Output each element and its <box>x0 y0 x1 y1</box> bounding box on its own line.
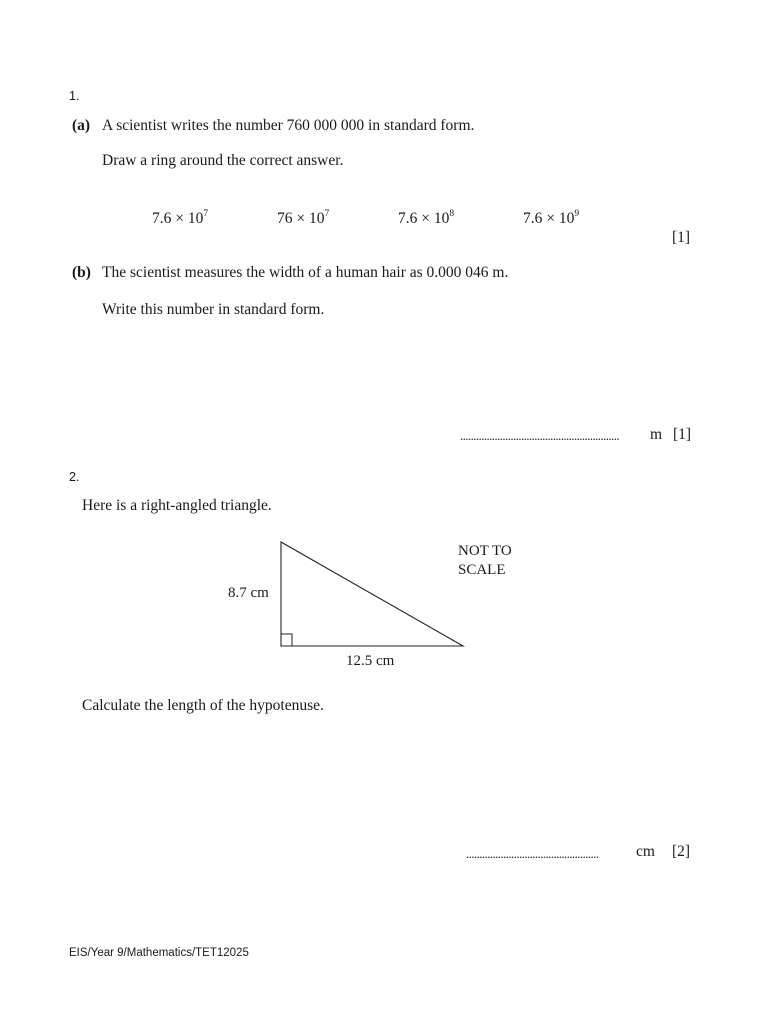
answer-option-1-exponent: 7 <box>203 209 209 219</box>
question-2-unit: cm <box>636 843 655 860</box>
answer-option-1-mantissa: 7.6 × 10 <box>152 210 204 227</box>
vertical-side-label: 8.7 cm <box>228 585 269 601</box>
part-b-marks: [1] <box>673 426 692 443</box>
horizontal-side-label: 12.5 cm <box>346 653 395 669</box>
not-to-scale-line2: SCALE <box>458 562 506 578</box>
not-to-scale-line1: NOT TO <box>458 543 512 559</box>
part-a-text: A scientist writes the number 760 000 000 in standard form. <box>102 117 475 134</box>
part-b-text: The scientist measures the width of a human hair as 0.000 046 m. <box>102 264 509 281</box>
answer-option-2-mantissa: 76 × 10 <box>277 210 325 227</box>
question-2-intro: Here is a right-angled triangle. <box>82 497 272 514</box>
question-2-answer-line[interactable]: .................................................. <box>466 846 599 861</box>
page-footer: EIS/Year 9/Mathematics/TET12025 <box>69 947 249 959</box>
part-b-instruction: Write this number in standard form. <box>102 301 325 318</box>
answer-option-3-exponent: 8 <box>449 209 455 219</box>
right-angle-marker <box>281 634 292 646</box>
part-a-label: (a) <box>72 117 91 134</box>
answer-option-2-exponent: 7 <box>324 209 330 219</box>
answer-option-3-mantissa: 7.6 × 10 <box>398 210 450 227</box>
question-2-instruction: Calculate the length of the hypotenuse. <box>82 697 324 714</box>
part-b-unit: m <box>650 426 663 443</box>
part-a-instruction: Draw a ring around the correct answer. <box>102 152 344 169</box>
answer-option-4-mantissa: 7.6 × 10 <box>523 210 575 227</box>
question-1-number: 1. <box>69 89 80 103</box>
part-b-label: (b) <box>72 264 91 281</box>
part-b-answer-line[interactable]: ............................................................ <box>460 428 620 443</box>
part-a-marks: [1] <box>672 229 691 246</box>
question-2-marks: [2] <box>672 843 691 860</box>
answer-option-4-exponent: 9 <box>574 209 580 219</box>
right-triangle <box>281 542 463 646</box>
question-2-number: 2. <box>69 470 80 484</box>
